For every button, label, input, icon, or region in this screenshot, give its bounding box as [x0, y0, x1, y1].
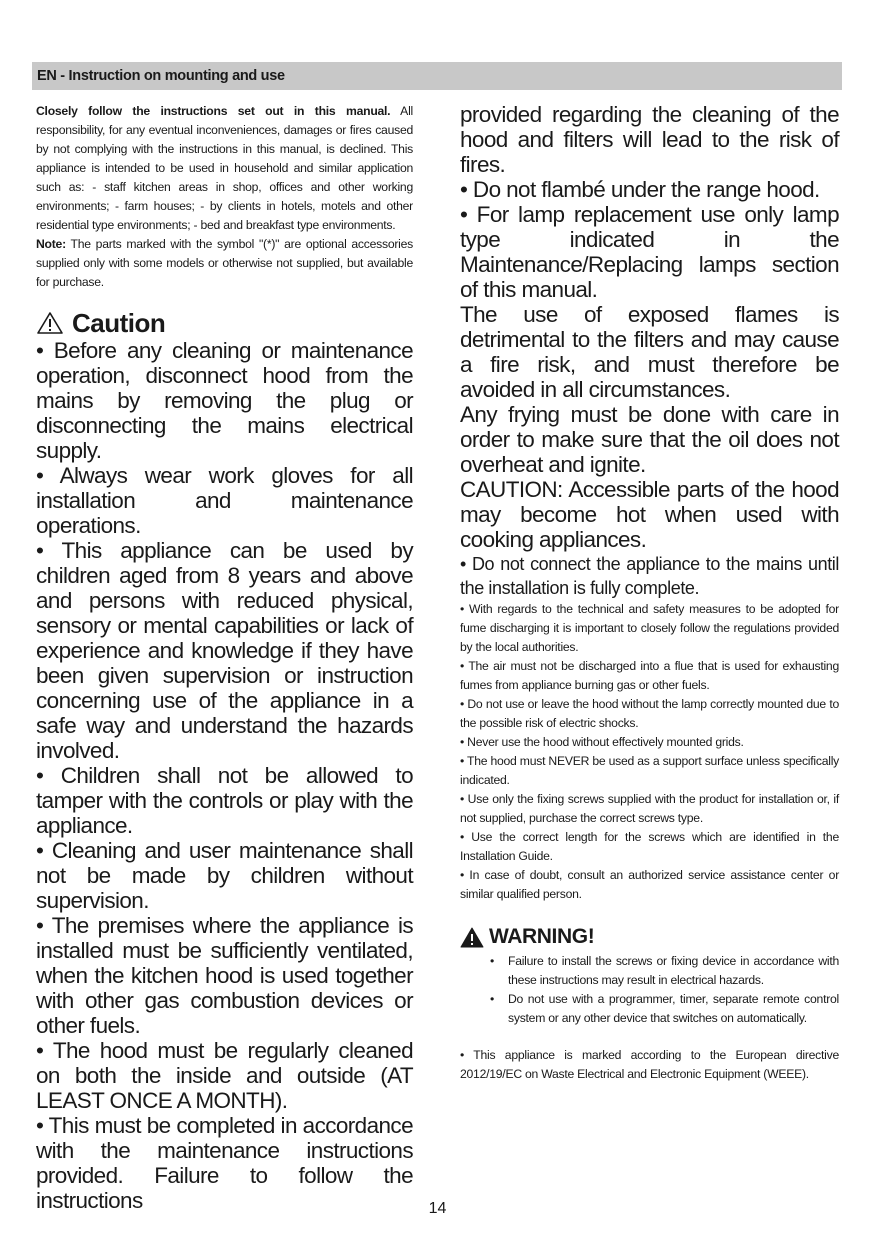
caution-item: • The hood must NEVER be used as a support surface unless specifically indicated. [460, 754, 839, 787]
warning-item [460, 990, 839, 1028]
intro-text: All responsibility, for any eventual inconveniences, damages or fires caused by not complying with the instructions in this manual, is declined. This appliance is intended to be used in household and similar application such as: - staff kitchen areas in shop, offices and other working environments; - farm houses; - by clients in hotels, motels and other residential type environments; - bed and breakfast type environments. [36, 104, 413, 232]
page-number: 14 [428, 1200, 447, 1217]
warning-item-text: Failure to install the screws or fixing device in accordance with these instructions may result in electrical hazards. [508, 954, 839, 987]
caution-item: • Never use the hood without effectively mounted grids. [460, 735, 744, 749]
weee-note: • This appliance is marked according to the European directive 2012/19/EC on Waste Electrical and Electronic Equipment (WEEE). [460, 1048, 839, 1081]
warning-item-text: Do not use with a programmer, timer, separate remote control system or any other device that switches on automatically. [508, 992, 839, 1025]
caution-item: • In case of doubt, consult an authorized service assistance center or similar qualified person. [460, 868, 839, 901]
section-header: EN - Instruction on mounting and use [32, 62, 842, 90]
caution-title: Caution [72, 308, 166, 338]
note-label: Note: [36, 237, 66, 251]
caution-item: • Do not connect the appliance to the mains until the installation is fully complete. [460, 554, 839, 598]
caution-item: Any frying must be done with care in order to make sure that the oil does not overheat and ignite. [460, 402, 839, 477]
caution-item: provided regarding the cleaning of the hood and filters will lead to the risk of fires. [460, 102, 839, 177]
caution-item: • This must be completed in accordance with the maintenance instructions provided. Failure to follow the instructions [36, 1113, 413, 1213]
warning-list [460, 952, 839, 1028]
right-column [460, 102, 839, 1084]
caution-item: CAUTION: Accessible parts of the hood may become hot when used with cooking appliances. [460, 477, 839, 552]
warning-heading [460, 924, 839, 950]
caution-item: The use of exposed flames is detrimental to the filters and may cause a fire risk, and must therefore be avoided in all circumstances. [460, 302, 839, 402]
warning-triangle-icon [460, 927, 484, 948]
left-column [36, 102, 413, 1213]
bullet-icon: • [490, 954, 495, 968]
caution-item: • Children shall not be allowed to tamper with the controls or play with the appliance. [36, 763, 413, 838]
caution-item: • Before any cleaning or maintenance operation, disconnect hood from the mains by removing the plug or disconnecting the mains electrical supply. [36, 338, 413, 463]
caution-item: • Do not flambé under the range hood. [460, 177, 820, 202]
intro-paragraph [36, 102, 413, 235]
caution-item: • Always wear work gloves for all installation and maintenance operations. [36, 463, 413, 538]
caution-triangle-icon [36, 311, 64, 335]
caution-item: • This appliance can be used by children aged from 8 years and above and persons with reduced physical, sensory or mental capabilities or lack of experience and knowledge if they have been given supervision or instruction concerning use of the appliance in a safe way and understand the hazards involved. [36, 538, 413, 763]
note-paragraph [36, 235, 413, 292]
warning-title: WARNING! [489, 925, 595, 948]
caution-heading [36, 308, 413, 338]
caution-item: • Cleaning and user maintenance shall not be made by children without supervision. [36, 838, 413, 913]
caution-item: • The air must not be discharged into a flue that is used for exhausting fumes from appliance burning gas or other fuels. [460, 659, 839, 692]
caution-item: • Use the correct length for the screws which are identified in the Installation Guide. [460, 830, 839, 863]
caution-item: • Use only the fixing screws supplied with the product for installation or, if not supplied, purchase the correct screws type. [460, 792, 839, 825]
bullet-icon: • [490, 992, 495, 1006]
caution-item: • Do not use or leave the hood without the lamp correctly mounted due to the possible risk of electric shocks. [460, 697, 839, 730]
intro-lead: Closely follow the instructions set out in this manual. [36, 104, 391, 118]
warning-item [460, 952, 839, 990]
caution-item: • With regards to the technical and safety measures to be adopted for fume discharging it is important to closely follow the regulations provided by the local authorities. [460, 602, 839, 654]
spacer [460, 1028, 839, 1046]
note-text: The parts marked with the symbol "(*)" are optional accessories supplied only with some models or otherwise not supplied, but available for purchase. [36, 237, 413, 289]
caution-item: • The hood must be regularly cleaned on both the inside and outside (AT LEAST ONCE A MONTH). [36, 1038, 413, 1113]
caution-item: • The premises where the appliance is installed must be sufficiently ventilated, when the kitchen hood is used together with other gas combustion devices or other fuels. [36, 913, 413, 1038]
caution-item: • For lamp replacement use only lamp type indicated in the Maintenance/Replacing lamps section of this manual. [460, 202, 839, 302]
